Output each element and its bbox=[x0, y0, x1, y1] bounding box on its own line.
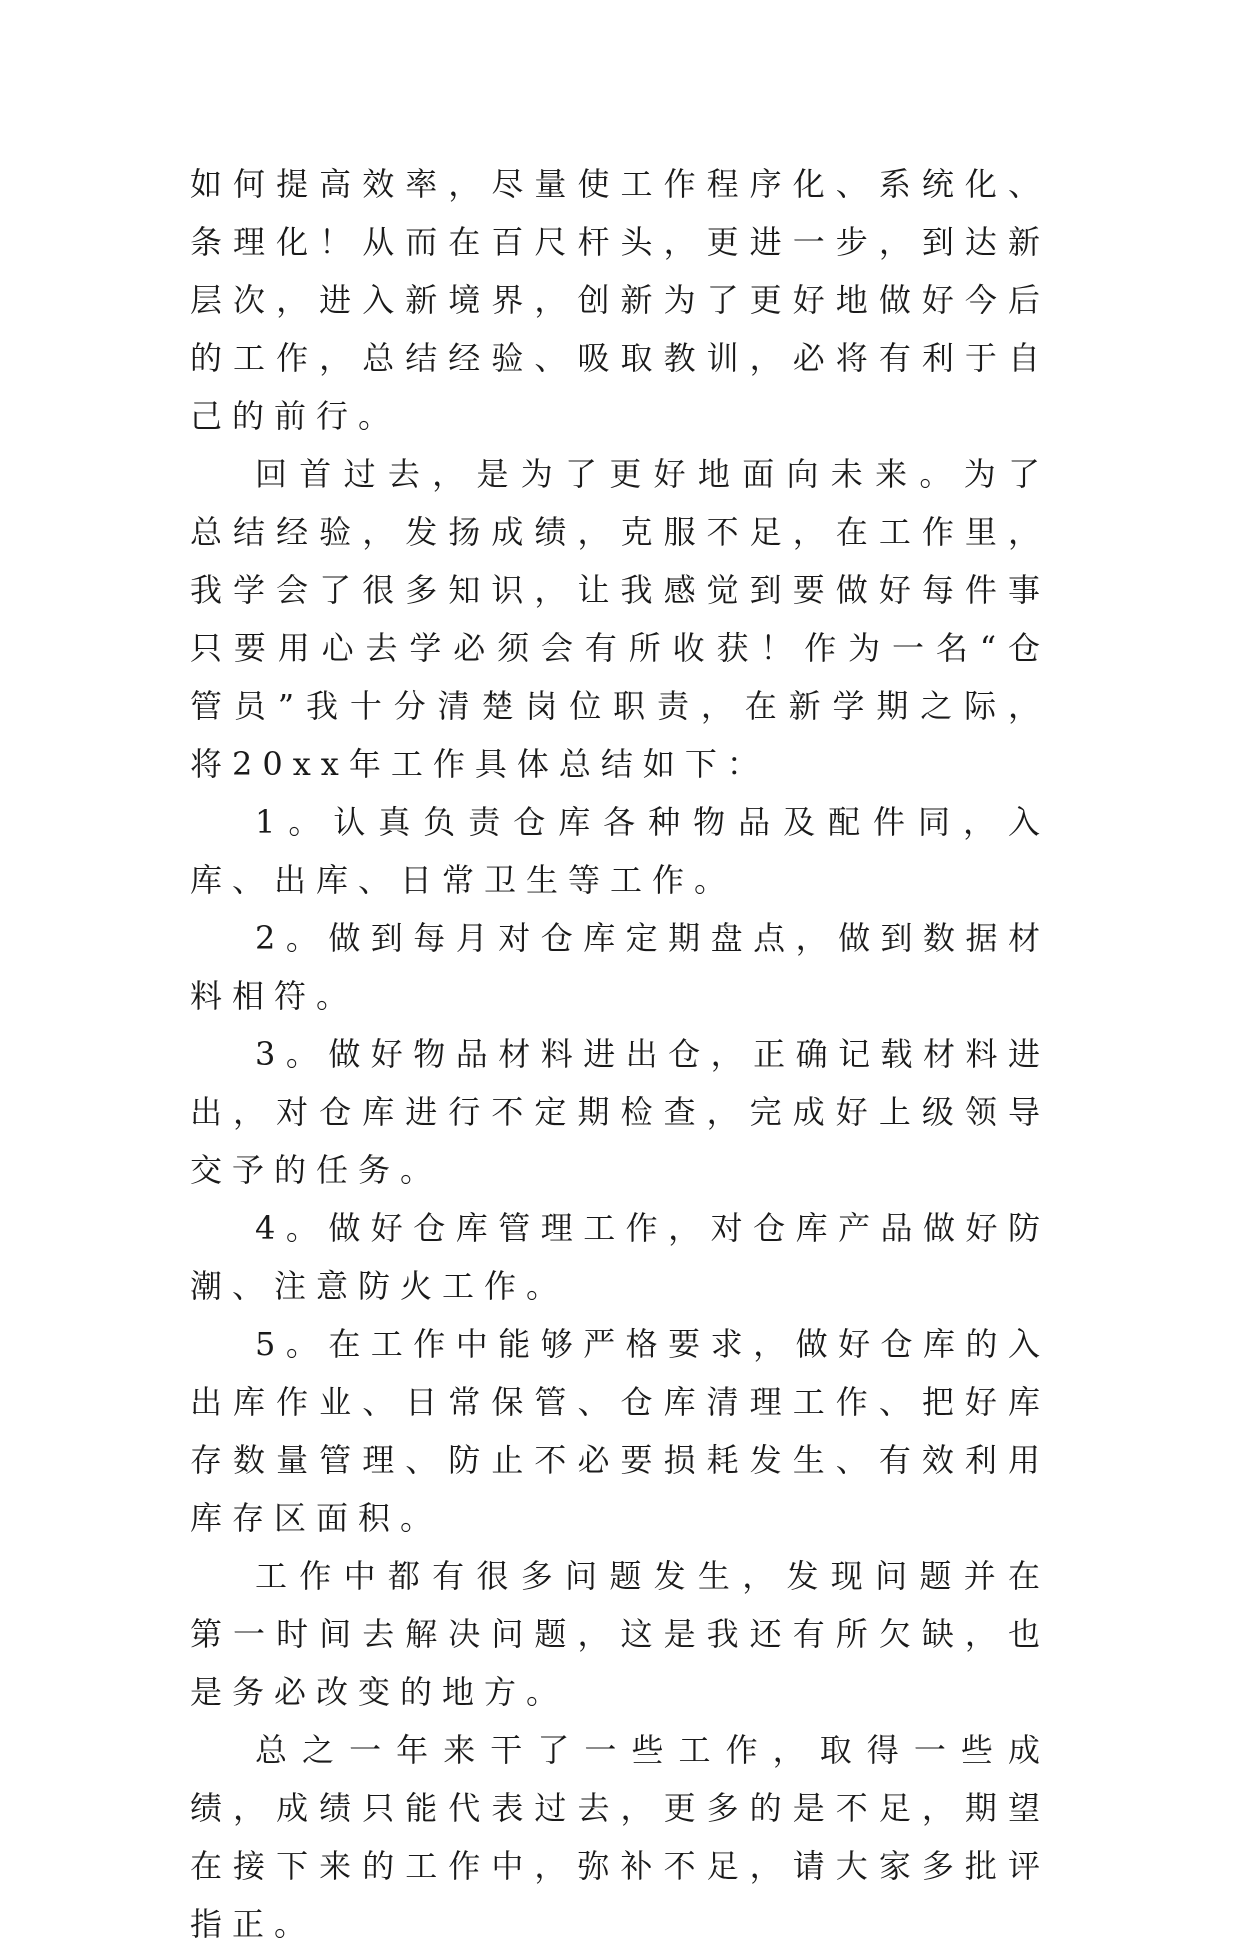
list-item-4: 4。做好仓库管理工作，对仓库产品做好防潮、注意防火工作。 bbox=[190, 1209, 1050, 1305]
paragraph-problems: 工作中都有很多问题发生，发现问题并在第一时间去解决问题，这是我还有所欠缺，也是务必改变的地方。 bbox=[190, 1557, 1050, 1711]
paragraph-conclusion: 总之一年来干了一些工作，取得一些成绩，成绩只能代表过去，更多的是不足，期望在接下来的工作中，弥补不足，请大家多批评指正。 bbox=[190, 1731, 1050, 1943]
list-item-3: 3。做好物品材料进出仓，正确记载材料进出，对仓库进行不定期检查，完成好上级领导交予的任务。 bbox=[190, 1035, 1050, 1189]
list-item-1: 1。认真负责仓库各种物品及配件同，入库、出库、日常卫生等工作。 bbox=[190, 803, 1050, 899]
list-item-2: 2。做到每月对仓库定期盘点，做到数据材料相符。 bbox=[190, 919, 1050, 1015]
paragraph-continuation: 如何提高效率，尽量使工作程序化、系统化、条理化！从而在百尺杆头，更进一步，到达新层次，进入新境界，创新为了更好地做好今后的工作，总结经验、吸取教训，必将有利于自己的前行。 bbox=[190, 165, 1050, 435]
list-item-5: 5。在工作中能够严格要求，做好仓库的入出库作业、日常保管、仓库清理工作、把好库存数量管理、防止不必要损耗发生、有效利用库存区面积。 bbox=[190, 1325, 1050, 1537]
paragraph-review: 回首过去，是为了更好地面向未来。为了总结经验，发扬成绩，克服不足，在工作里，我学会了很多知识，让我感觉到要做好每件事只要用心去学必须会有所收获！作为一名“仓管员”我十分清楚岗位职责，在新学期之际，将20xx年工作具体总结如下： bbox=[190, 455, 1050, 783]
document-body bbox=[190, 155, 1050, 1953]
